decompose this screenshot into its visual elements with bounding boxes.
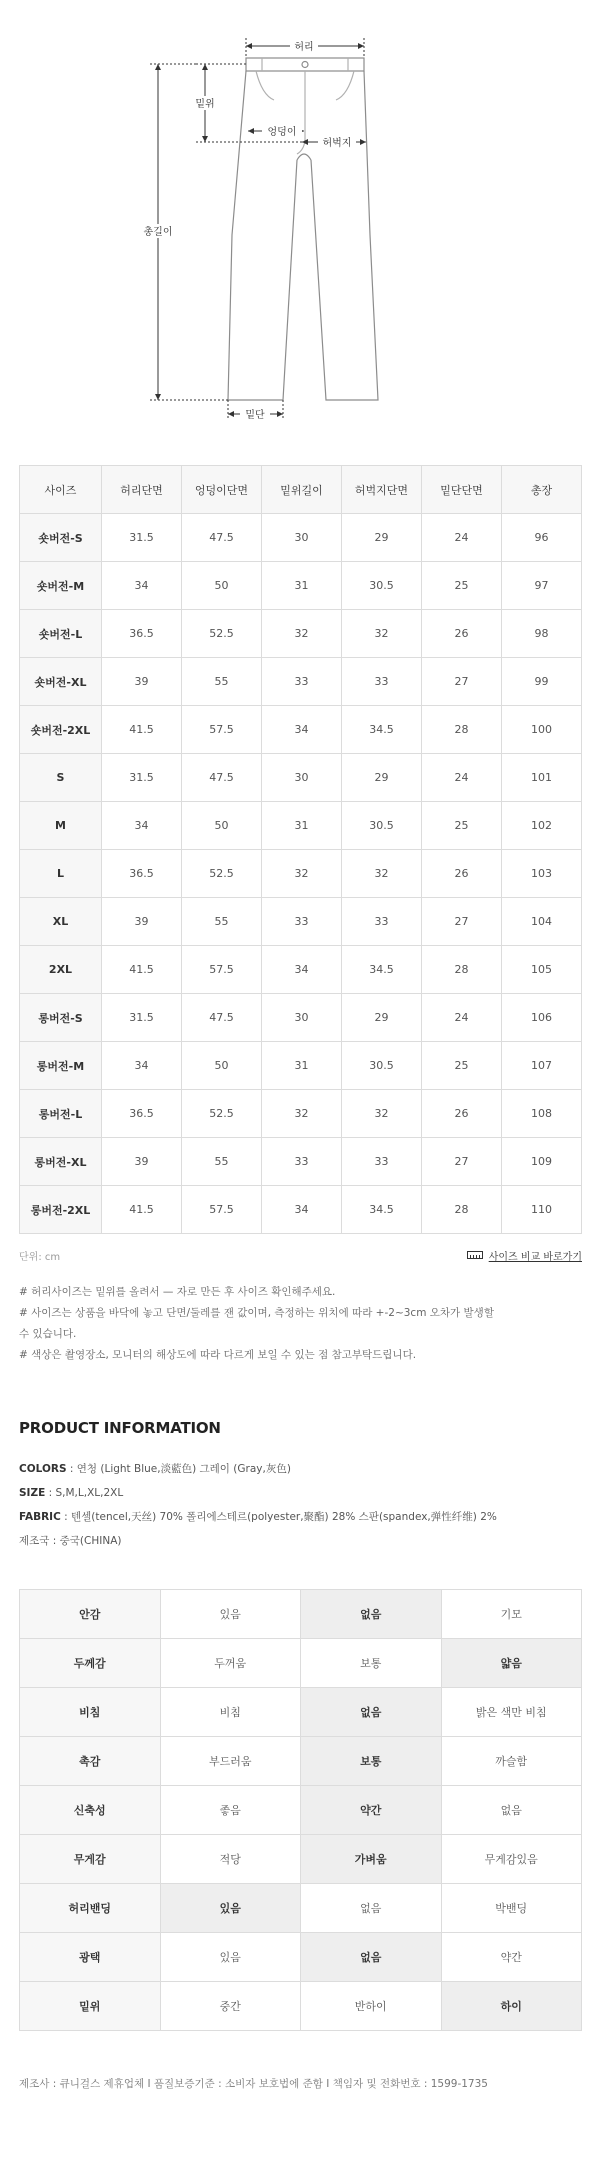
attribute-option-selected: 없음 — [301, 1590, 442, 1639]
table-cell: 34 — [102, 562, 182, 610]
table-cell: 24 — [422, 754, 502, 802]
table-row — [20, 1186, 582, 1234]
table-row — [20, 850, 582, 898]
attribute-option-selected: 약간 — [301, 1786, 442, 1835]
attribute-name: 신축성 — [20, 1786, 161, 1835]
pants-diagram-svg — [0, 0, 599, 440]
size-cell: 숏버전-L — [20, 610, 102, 658]
attribute-row — [20, 1835, 582, 1884]
attribute-option: 무게감있음 — [441, 1835, 582, 1884]
attribute-option-selected: 없음 — [301, 1688, 442, 1737]
table-cell: 26 — [422, 610, 502, 658]
arrow-heads — [155, 43, 366, 417]
hem-label: 밑단 — [245, 410, 265, 421]
table-cell: 27 — [422, 658, 502, 706]
size-cell: L — [20, 850, 102, 898]
table-footer-row — [19, 1246, 582, 1264]
table-cell: 24 — [422, 514, 502, 562]
table-cell: 52.5 — [182, 1090, 262, 1138]
table-cell: 36.5 — [102, 850, 182, 898]
header-hem: 밑단단면 — [422, 466, 502, 514]
table-cell: 32 — [342, 610, 422, 658]
product-attribute-table — [19, 1589, 582, 2031]
product-info-title: PRODUCT INFORMATION — [19, 1419, 221, 1437]
size-table-header-row — [20, 466, 582, 514]
table-cell: 34.5 — [342, 946, 422, 994]
table-cell: 30.5 — [342, 1042, 422, 1090]
product-info-colors: COLORS : 연청 (Light Blue,淡藍色) 그레이 (Gray,灰色) — [19, 1463, 291, 1475]
table-cell: 39 — [102, 898, 182, 946]
table-cell: 27 — [422, 898, 502, 946]
table-cell: 34 — [262, 946, 342, 994]
table-cell: 57.5 — [182, 706, 262, 754]
table-row — [20, 514, 582, 562]
attribute-option: 비침 — [160, 1688, 301, 1737]
table-cell: 34.5 — [342, 706, 422, 754]
size-cell: 롱버전-S — [20, 994, 102, 1042]
table-cell: 97 — [502, 562, 582, 610]
table-cell: 55 — [182, 898, 262, 946]
waist-label: 허리 — [294, 42, 314, 53]
attribute-option: 좋음 — [160, 1786, 301, 1835]
table-cell: 33 — [342, 898, 422, 946]
table-row — [20, 898, 582, 946]
table-row — [20, 1138, 582, 1186]
header-length: 총장 — [502, 466, 582, 514]
table-cell: 41.5 — [102, 706, 182, 754]
size-cell: 숏버전-2XL — [20, 706, 102, 754]
table-cell: 31.5 — [102, 754, 182, 802]
size-cell: 숏버전-S — [20, 514, 102, 562]
table-cell: 52.5 — [182, 850, 262, 898]
table-cell: 39 — [102, 658, 182, 706]
table-cell: 32 — [262, 1090, 342, 1138]
size-cell: 롱버전-L — [20, 1090, 102, 1138]
attribute-name: 촉감 — [20, 1737, 161, 1786]
attribute-row — [20, 1590, 582, 1639]
attribute-option-selected: 없음 — [301, 1933, 442, 1982]
table-cell: 33 — [262, 1138, 342, 1186]
table-row — [20, 562, 582, 610]
table-row — [20, 610, 582, 658]
product-info-list — [19, 1457, 589, 1553]
table-cell: 28 — [422, 1186, 502, 1234]
product-info-origin: 제조국 : 중국(CHINA) — [19, 1535, 122, 1547]
table-cell: 39 — [102, 1138, 182, 1186]
table-cell: 26 — [422, 1090, 502, 1138]
pants-measurement-diagram — [0, 0, 599, 440]
table-cell: 25 — [422, 802, 502, 850]
size-notes — [19, 1282, 589, 1366]
header-hip: 엉덩이단면 — [182, 466, 262, 514]
table-cell: 57.5 — [182, 1186, 262, 1234]
table-cell: 28 — [422, 946, 502, 994]
table-row — [20, 754, 582, 802]
table-cell: 32 — [342, 850, 422, 898]
table-cell: 41.5 — [102, 946, 182, 994]
table-cell: 30.5 — [342, 802, 422, 850]
attribute-option-selected: 얇음 — [441, 1639, 582, 1688]
table-cell: 47.5 — [182, 994, 262, 1042]
attribute-option: 밝은 색만 비침 — [441, 1688, 582, 1737]
attribute-option: 있음 — [160, 1590, 301, 1639]
hip-label: 엉덩이 — [267, 127, 297, 138]
attribute-option: 없음 — [301, 1884, 442, 1933]
size-compare-label: 사이즈 비교 바로가기 — [488, 1251, 582, 1263]
size-cell: S — [20, 754, 102, 802]
attribute-option: 기모 — [441, 1590, 582, 1639]
attribute-row — [20, 1688, 582, 1737]
ruler-icon — [467, 1251, 483, 1259]
attribute-name: 두께감 — [20, 1639, 161, 1688]
table-cell: 25 — [422, 1042, 502, 1090]
table-cell: 104 — [502, 898, 582, 946]
size-cell: 롱버전-2XL — [20, 1186, 102, 1234]
attribute-table-body — [20, 1590, 582, 2031]
table-cell: 31 — [262, 1042, 342, 1090]
table-cell: 50 — [182, 1042, 262, 1090]
size-table-body — [20, 514, 582, 1234]
table-cell: 30.5 — [342, 562, 422, 610]
thigh-label: 허벅지 — [322, 138, 352, 149]
table-row — [20, 1042, 582, 1090]
rise-label: 밑위 — [195, 99, 215, 110]
table-cell: 107 — [502, 1042, 582, 1090]
table-cell: 108 — [502, 1090, 582, 1138]
note-line: # 색상은 촬영장소, 모니터의 해상도에 따라 다르게 보일 수 있는 점 참고부탁드립니다. — [19, 1349, 417, 1361]
table-cell: 33 — [342, 1138, 422, 1186]
table-cell: 41.5 — [102, 1186, 182, 1234]
attribute-option: 반하이 — [301, 1982, 442, 2031]
table-cell: 106 — [502, 994, 582, 1042]
header-size: 사이즈 — [20, 466, 102, 514]
table-cell: 32 — [262, 850, 342, 898]
attribute-option: 있음 — [160, 1933, 301, 1982]
table-row — [20, 994, 582, 1042]
table-cell: 30 — [262, 994, 342, 1042]
table-cell: 50 — [182, 562, 262, 610]
measurement-lines — [150, 38, 366, 420]
size-cell: 숏버전-XL — [20, 658, 102, 706]
attribute-name: 밑위 — [20, 1982, 161, 2031]
attribute-name: 무게감 — [20, 1835, 161, 1884]
size-cell: 2XL — [20, 946, 102, 994]
attribute-option: 적당 — [160, 1835, 301, 1884]
note-line: 수 있습니다. — [19, 1328, 77, 1340]
table-row — [20, 946, 582, 994]
table-cell: 32 — [262, 610, 342, 658]
total-length-label: 총길이 — [143, 227, 173, 238]
attribute-option-selected: 있음 — [160, 1884, 301, 1933]
table-cell: 36.5 — [102, 610, 182, 658]
table-cell: 34 — [262, 706, 342, 754]
header-waist: 허리단면 — [102, 466, 182, 514]
table-cell: 47.5 — [182, 754, 262, 802]
attribute-option: 부드러움 — [160, 1737, 301, 1786]
size-table — [19, 465, 582, 1234]
attribute-row — [20, 1884, 582, 1933]
note-line: # 허리사이즈는 밑위를 올려서 — 자로 만든 후 사이즈 확인해주세요. — [19, 1286, 336, 1298]
table-row — [20, 802, 582, 850]
manufacturer-footer: 제조사 : 큐니걸스 제휴업체 I 품질보증기준 : 소비자 보호법에 준함 I 책임자 및 전화번호 : 1599-1735 — [19, 2078, 488, 2090]
size-cell: 롱버전-M — [20, 1042, 102, 1090]
table-cell: 98 — [502, 610, 582, 658]
table-cell: 103 — [502, 850, 582, 898]
table-cell: 34 — [262, 1186, 342, 1234]
product-info-fabric: FABRIC : 텐셀(tencel,天丝) 70% 폴리에스테르(polyester,聚酯) 28% 스판(spandex,弹性纤维) 2% — [19, 1511, 497, 1523]
note-line: # 사이즈는 상품을 바닥에 놓고 단면/둘레를 잰 값이며, 측정하는 위치에 따라 +-2~3cm 오차가 발생할 — [19, 1307, 494, 1319]
table-cell: 31 — [262, 562, 342, 610]
table-cell: 109 — [502, 1138, 582, 1186]
table-cell: 47.5 — [182, 514, 262, 562]
attribute-option: 까슬함 — [441, 1737, 582, 1786]
table-cell: 101 — [502, 754, 582, 802]
attribute-row — [20, 1639, 582, 1688]
attribute-option: 약간 — [441, 1933, 582, 1982]
attribute-name: 비침 — [20, 1688, 161, 1737]
table-cell: 34 — [102, 1042, 182, 1090]
table-cell: 34.5 — [342, 1186, 422, 1234]
size-cell: XL — [20, 898, 102, 946]
attribute-row — [20, 1786, 582, 1835]
table-cell: 100 — [502, 706, 582, 754]
table-cell: 31.5 — [102, 994, 182, 1042]
table-row — [20, 1090, 582, 1138]
table-cell: 28 — [422, 706, 502, 754]
table-cell: 32 — [342, 1090, 422, 1138]
size-cell: 숏버전-M — [20, 562, 102, 610]
table-cell: 26 — [422, 850, 502, 898]
table-cell: 36.5 — [102, 1090, 182, 1138]
table-cell: 34 — [102, 802, 182, 850]
attribute-option-selected: 보통 — [301, 1737, 442, 1786]
table-cell: 33 — [342, 658, 422, 706]
attribute-option: 보통 — [301, 1639, 442, 1688]
table-cell: 99 — [502, 658, 582, 706]
table-row — [20, 706, 582, 754]
table-cell: 29 — [342, 994, 422, 1042]
unit-label: 단위: cm — [19, 1251, 61, 1263]
table-cell: 105 — [502, 946, 582, 994]
attribute-option-selected: 가벼움 — [301, 1835, 442, 1884]
table-cell: 52.5 — [182, 610, 262, 658]
table-cell: 33 — [262, 898, 342, 946]
attribute-name: 광택 — [20, 1933, 161, 1982]
table-cell: 31 — [262, 802, 342, 850]
attribute-name: 허리밴딩 — [20, 1884, 161, 1933]
table-cell: 110 — [502, 1186, 582, 1234]
size-compare-link[interactable] — [467, 1248, 582, 1263]
table-cell: 25 — [422, 562, 502, 610]
table-cell: 31.5 — [102, 514, 182, 562]
size-cell: M — [20, 802, 102, 850]
header-thigh: 허벅지단면 — [342, 466, 422, 514]
table-cell: 24 — [422, 994, 502, 1042]
table-cell: 33 — [262, 658, 342, 706]
attribute-option: 없음 — [441, 1786, 582, 1835]
table-cell: 30 — [262, 514, 342, 562]
pants-outline — [228, 58, 378, 400]
table-row — [20, 658, 582, 706]
attribute-row — [20, 1982, 582, 2031]
attribute-option: 중간 — [160, 1982, 301, 2031]
attribute-name: 안감 — [20, 1590, 161, 1639]
header-rise: 밑위길이 — [262, 466, 342, 514]
size-cell: 롱버전-XL — [20, 1138, 102, 1186]
table-cell: 29 — [342, 754, 422, 802]
table-cell: 55 — [182, 1138, 262, 1186]
table-cell: 27 — [422, 1138, 502, 1186]
attribute-row — [20, 1933, 582, 1982]
attribute-option: 박밴딩 — [441, 1884, 582, 1933]
attribute-option: 두꺼움 — [160, 1639, 301, 1688]
attribute-option-selected: 하이 — [441, 1982, 582, 2031]
table-cell: 96 — [502, 514, 582, 562]
attribute-row — [20, 1737, 582, 1786]
table-cell: 50 — [182, 802, 262, 850]
table-cell: 29 — [342, 514, 422, 562]
table-cell: 57.5 — [182, 946, 262, 994]
table-cell: 30 — [262, 754, 342, 802]
table-cell: 102 — [502, 802, 582, 850]
product-info-size: SIZE : S,M,L,XL,2XL — [19, 1487, 124, 1499]
table-cell: 55 — [182, 658, 262, 706]
